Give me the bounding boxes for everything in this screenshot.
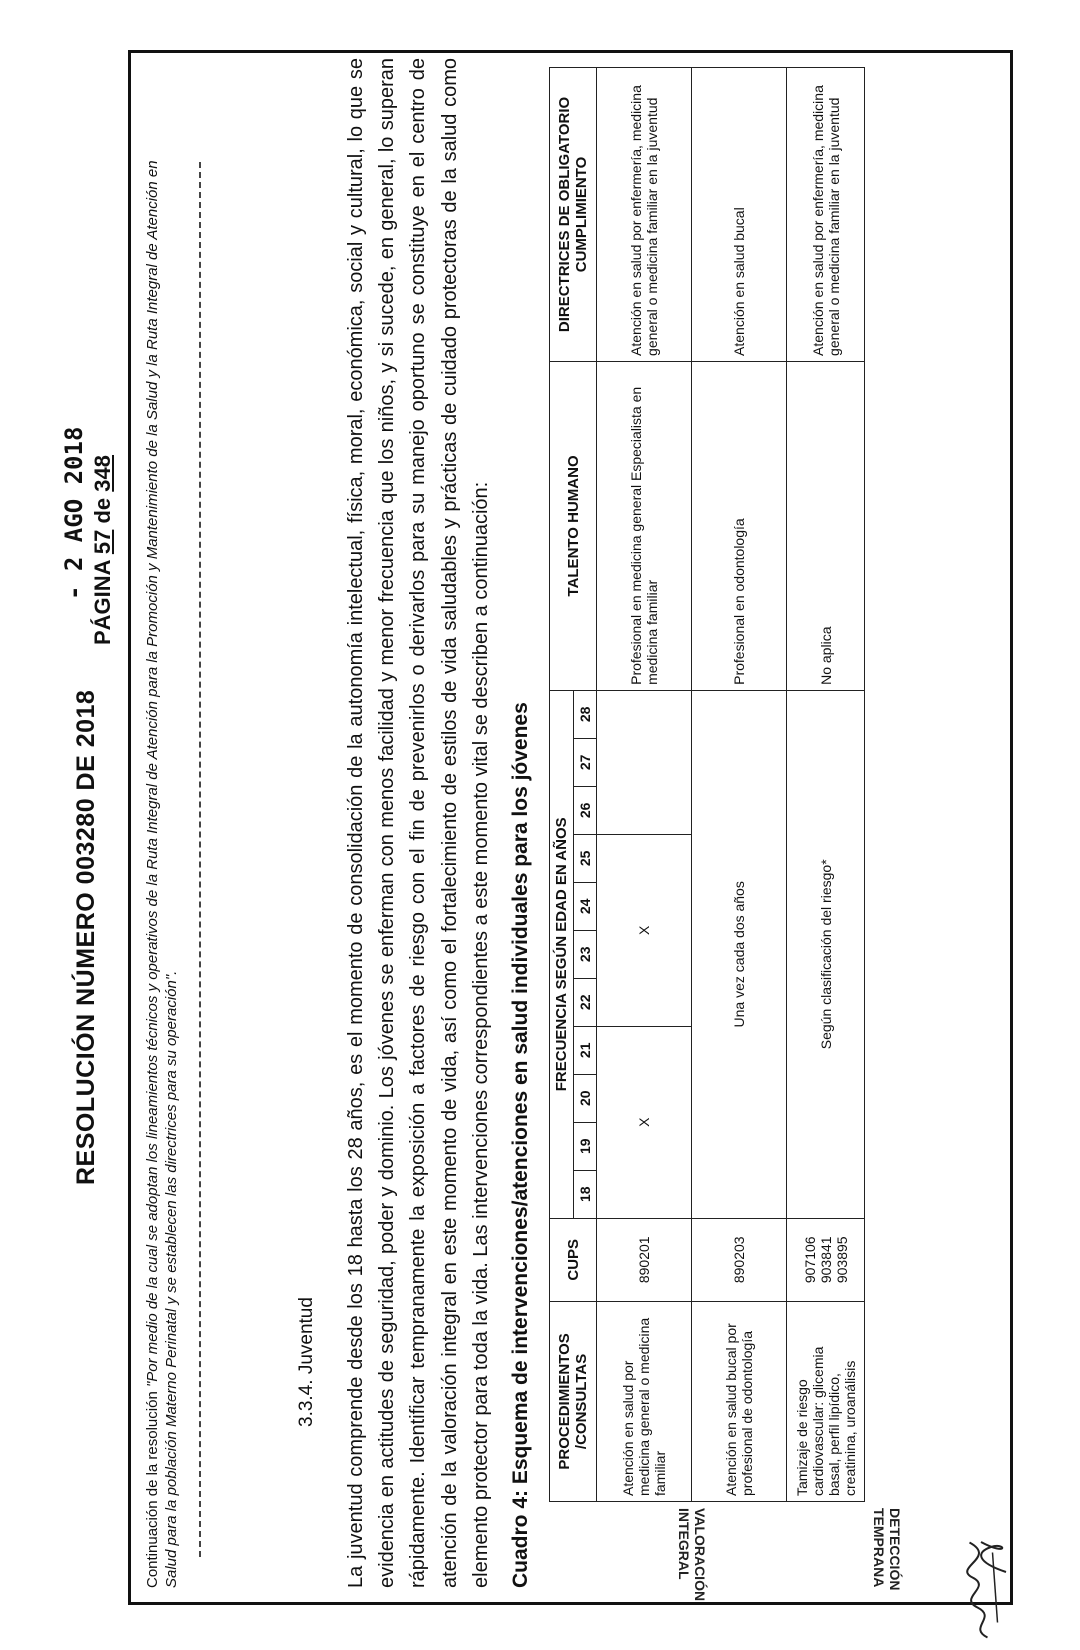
talento-cell: Profesional en medicina general Especialista en medicina familiar xyxy=(597,361,692,690)
frequency-cell: Según clasificación del riesgo* xyxy=(787,690,865,1218)
resolution-title: RESOLUCIÓN NÚMERO 003280 DE 2018 xyxy=(72,689,100,1185)
table-row xyxy=(787,68,865,1502)
dashed-separator xyxy=(199,162,201,1557)
cups-cell: 890203 xyxy=(692,1218,787,1301)
page-header xyxy=(60,45,118,1605)
directriz-cell: Atención en salud por enfermería, medicina general o medicina familiar en la juventud xyxy=(597,68,692,362)
age-22: 22 xyxy=(574,978,597,1026)
cups-cell: 890201 xyxy=(597,1218,692,1301)
table-row xyxy=(692,68,787,1502)
table-caption: Cuadro 4: Esquema de intervenciones/atenciones en salud individuales para los jóvenes xyxy=(509,702,532,1588)
header-cups: CUPS xyxy=(550,1218,597,1301)
header-frecuencia: FRECUENCIA SEGÚN EDAD EN AÑOS xyxy=(550,690,574,1218)
age-26: 26 xyxy=(574,786,597,834)
continuation-note xyxy=(143,148,181,1588)
page-number: 57 xyxy=(90,529,115,555)
age-25: 25 xyxy=(574,834,597,882)
age-28: 28 xyxy=(574,690,597,738)
frequency-cell: Una vez cada dos años xyxy=(692,690,787,1218)
page-total: 348 xyxy=(90,454,115,492)
procedure-cell: Atención en salud bucal por profesional de odontología xyxy=(692,1301,787,1501)
header-procedimientos: PROCEDIMIENTOS /CONSULTAS xyxy=(550,1301,597,1501)
talento-cell: Profesional en odontología xyxy=(692,361,787,690)
directriz-cell: Atención en salud bucal xyxy=(692,68,787,362)
table-row xyxy=(597,68,692,1502)
section-paragraph: La juventud comprende desde los 18 hasta los 28 años, es el momento de consolidación de la autonomía intelectual, física, moral, económica, social y cultural, lo que se evidencia en actitudes de seguridad, poder y dominio. Los jóvenes se enferman con menos facilidad y menor frecuencia que los niños, y si sucede, en general, lo superan rápidamente. Identificar tempranamente la exposición a factores de riesgo con el fin de prevenirlos o derivarlos para su manejo oportuno se constituye en el centro de atención de la valoración integral en este momento de vida, así como el fortalecimiento de estilos de vida saludables y prácticas de cuidado protectoras de la salud como elemento protector para toda la vida. Las intervenciones correspondientes a este momento vital se describen a continuación: xyxy=(345,58,492,1588)
group-label-valoracion: VALORACIÓN INTEGRAL xyxy=(676,1508,708,1602)
age-27: 27 xyxy=(574,738,597,786)
rotated-document-page xyxy=(60,45,1020,1605)
continuation-text: "Por medio de la cual se adoptan los lineamientos técnicos y operativos de la Ruta Integral de Atención para la Promoción y Mantenimiento de la Salud y la Ruta Integral de Atención en Salud para la población Materno Perinatal y se establecen las directrices para su operación". xyxy=(144,160,180,1588)
age-20: 20 xyxy=(574,1074,597,1122)
page-label: PÁGINA xyxy=(90,560,115,645)
header-directrices: DIRECTRICES DE OBLIGATORIO CUMPLIMIENTO xyxy=(550,68,597,362)
frequency-mark-cell: X xyxy=(597,1026,692,1218)
age-18: 18 xyxy=(574,1170,597,1218)
section-title: 3.3.4. Juventud xyxy=(296,1297,317,1427)
header-talento: TALENTO HUMANO xyxy=(550,361,597,690)
age-23: 23 xyxy=(574,930,597,978)
page-of: de xyxy=(90,497,115,524)
age-19: 19 xyxy=(574,1122,597,1170)
frequency-empty-cell xyxy=(597,690,692,834)
age-21: 21 xyxy=(574,1026,597,1074)
table-header-row xyxy=(550,68,574,1502)
age-24: 24 xyxy=(574,882,597,930)
page-indicator xyxy=(90,455,116,645)
group-label-deteccion: DETECCIÓN TEMPRANA xyxy=(871,1508,903,1591)
frequency-mark-cell: X xyxy=(597,834,692,1026)
cups-cell: 907106 903841 903895 xyxy=(787,1218,865,1301)
handwritten-signature xyxy=(958,1533,1013,1643)
continuation-prefix: Continuación de la resolución xyxy=(144,1391,161,1588)
procedure-cell: Tamizaje de riesgo cardiovascular: glicemia basal, perfil lipídico, creatinina, uroanálisis xyxy=(787,1301,865,1501)
interventions-table xyxy=(549,67,865,1502)
page-frame xyxy=(128,50,1013,1605)
date-stamp: - 2 AGO 2018 xyxy=(60,426,88,600)
procedure-cell: Atención en salud por medicina general o medicina familiar xyxy=(597,1301,692,1501)
signature-scribble-icon xyxy=(958,1533,1008,1643)
directriz-cell: Atención en salud por enfermería, medicina general o medicina familiar en la juventud xyxy=(787,68,865,362)
talento-cell: No aplica xyxy=(787,361,865,690)
